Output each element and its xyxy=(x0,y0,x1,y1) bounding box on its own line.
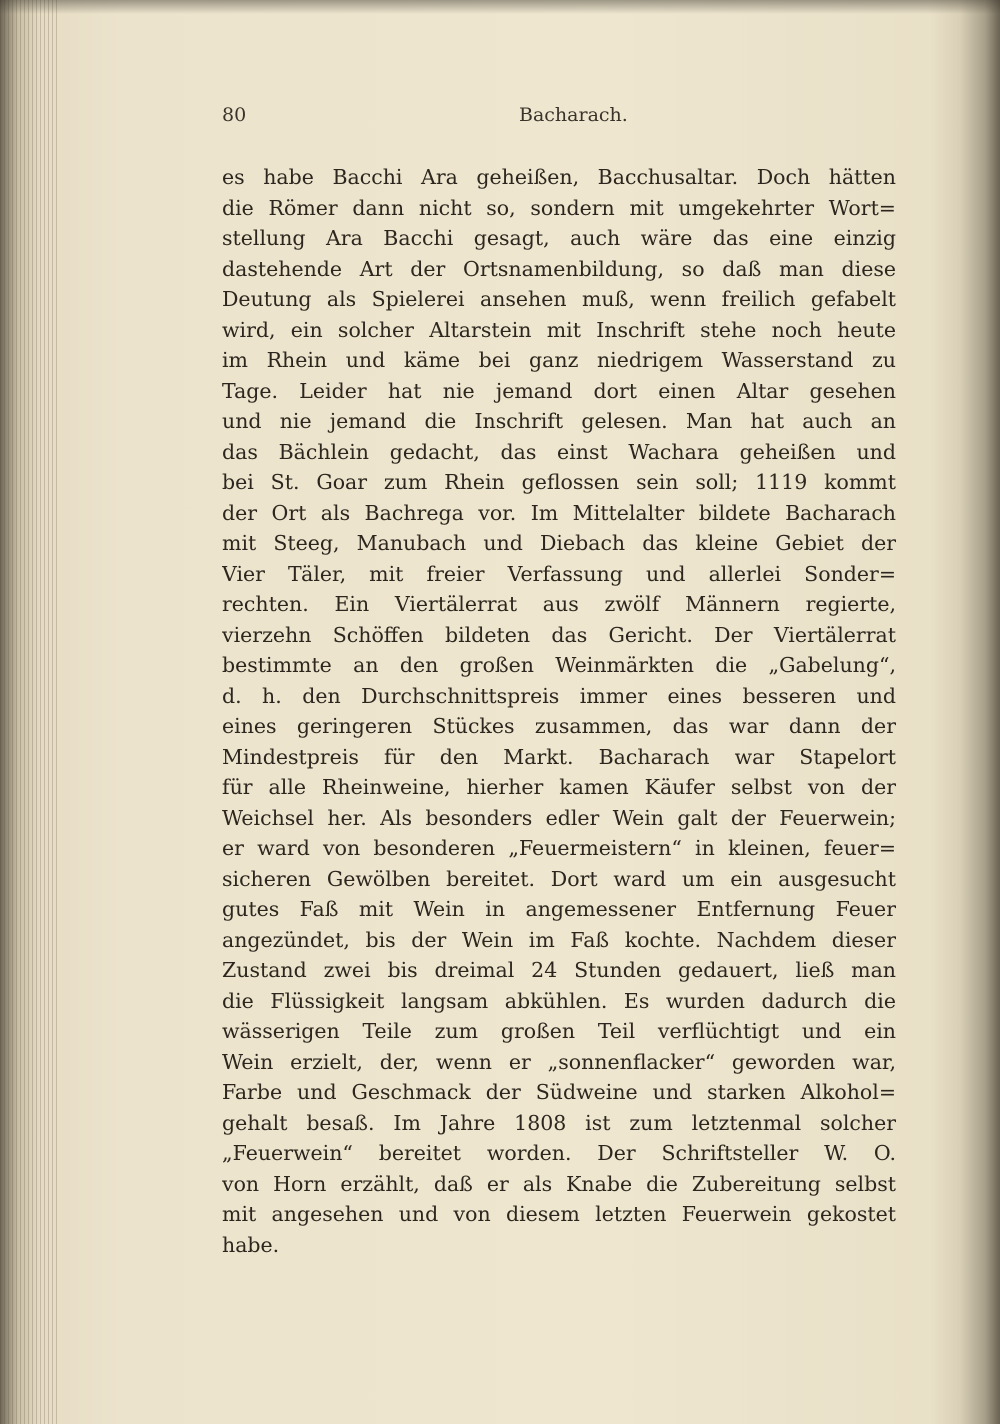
text-line: die Flüssigkeit langsam abkühlen. Es wurden dadurch die xyxy=(222,988,896,1013)
text-line: Mindestpreis für den Markt. Bacharach war Stapelort xyxy=(222,744,896,769)
text-line: mit angesehen und von diesem letzten Feuerwein gekostet xyxy=(222,1202,896,1226)
running-head xyxy=(222,104,896,134)
text-line: von Horn erzählt, daß er als Knabe die Zubereitung selbst xyxy=(222,1171,896,1196)
text-line: Farbe und Geschmack der Südweine und starken Alkohol= xyxy=(222,1080,896,1104)
text-line: eines geringeren Stückes zusammen, das war dann der xyxy=(222,714,896,738)
text-line: Zustand zwei bis dreimal 24 Stunden gedauert, ließ man xyxy=(222,958,896,982)
book-page-edges xyxy=(0,0,60,1424)
text-line: wässerigen Teile zum großen Teil verflüchtigt und ein xyxy=(222,1019,896,1043)
text-line: mit Steeg, Manubach und Diebach das kleine Gebiet der xyxy=(222,531,896,555)
text-line: habe. xyxy=(222,1232,280,1257)
text-line: d. h. den Durchschnittspreis immer eines besseren und xyxy=(222,683,896,708)
text-line: rechten. Ein Viertälerrat aus zwölf Männern regierte, xyxy=(222,592,896,616)
text-line: der Ort als Bachrega vor. Im Mittelalter bildete Bacharach xyxy=(222,500,896,525)
text-line: im Rhein und käme bei ganz niedrigem Wasserstand zu xyxy=(222,348,896,372)
text-line: das Bächlein gedacht, das einst Wachara geheißen und xyxy=(222,439,896,464)
text-line: Weichsel her. Als besonders edler Wein galt der Feuerwein; xyxy=(222,805,896,830)
text-line: Deutung als Spielerei ansehen muß, wenn freilich gefabelt xyxy=(222,287,896,311)
page-number: 80 xyxy=(222,104,247,126)
text-line: Tage. Leider hat nie jemand dort einen Altar gesehen xyxy=(222,378,896,403)
text-line: vierzehn Schöffen bildeten das Gericht. Der Viertälerrat xyxy=(222,622,896,647)
body-text xyxy=(222,162,896,1260)
text-line: für alle Rheinweine, hierher kamen Käufer selbst von der xyxy=(222,775,896,799)
text-line: „Feuerwein“ bereitet worden. Der Schriftsteller W. O. xyxy=(222,1141,896,1165)
text-line: die Römer dann nicht so, sondern mit umgekehrter Wort= xyxy=(222,195,896,220)
text-line: sicheren Gewölben bereitet. Dort ward um ein ausgesucht xyxy=(222,866,896,891)
text-line: wird, ein solcher Altarstein mit Inschrift stehe noch heute xyxy=(222,317,896,342)
text-line: stellung Ara Bacchi gesagt, auch wäre das eine einzig xyxy=(222,226,896,250)
text-line: Vier Täler, mit freier Verfassung und allerlei Sonder= xyxy=(222,561,896,586)
running-title: Bacharach. xyxy=(519,104,628,126)
text-line: Wein erzielt, der, wenn er „sonnenflacker“ geworden war, xyxy=(222,1049,896,1074)
top-shadow xyxy=(0,0,1000,14)
text-line: er ward von besonderen „Feuermeistern“ in kleinen, feuer= xyxy=(222,836,896,860)
text-line: angezündet, bis der Wein im Faß kochte. Nachdem dieser xyxy=(222,927,896,952)
text-line: es habe Bacchi Ara geheißen, Bacchusaltar. Doch hätten xyxy=(222,165,896,189)
text-line: dastehende Art der Ortsnamenbildung, so daß man diese xyxy=(222,256,896,281)
text-line: bei St. Goar zum Rhein geflossen sein soll; 1119 kommt xyxy=(222,470,896,494)
text-line: und nie jemand die Inschrift gelesen. Man hat auch an xyxy=(222,409,896,433)
text-line: gutes Faß mit Wein in angemessener Entfernung Feuer xyxy=(222,897,896,921)
text-line: bestimmte an den großen Weinmärkten die „Gabelung“, xyxy=(222,653,896,677)
text-line: gehalt besaß. Im Jahre 1808 ist zum letztenmal solcher xyxy=(222,1110,896,1135)
